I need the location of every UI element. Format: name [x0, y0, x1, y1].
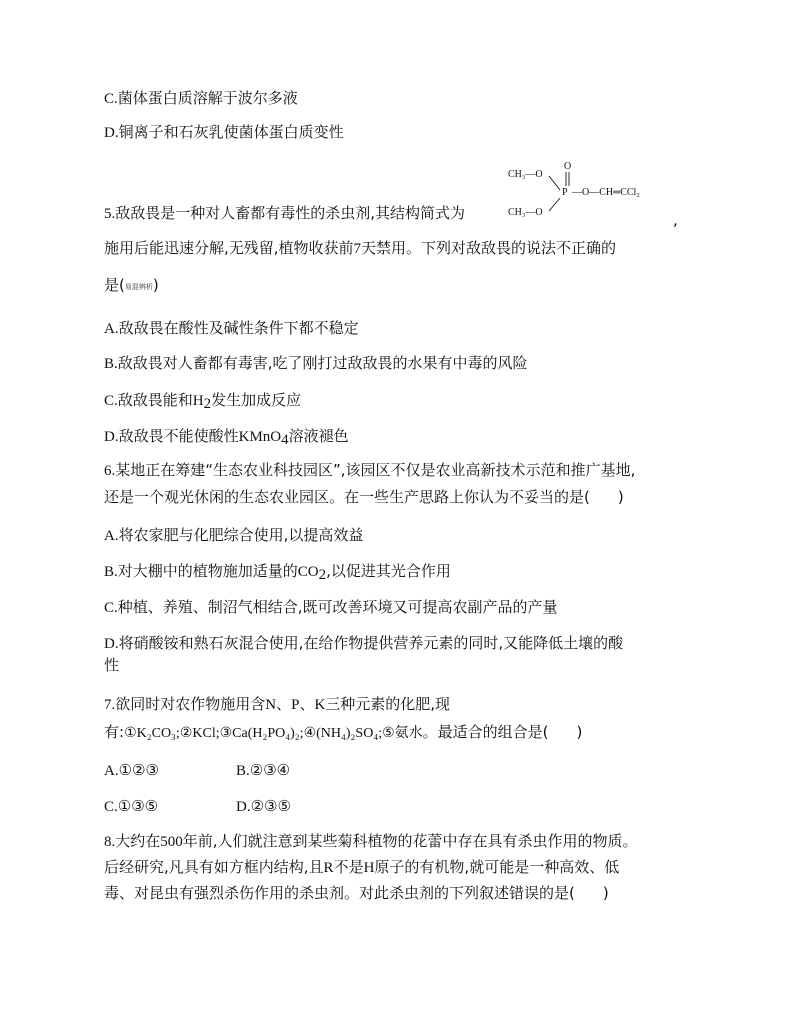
question-6-option-d: D.将硝酸铵和熟石灰混合使用,在给作物提供营养元素的同时,又能降低土壤的酸 [104, 634, 624, 652]
question-8-line3: 毒、对昆虫有强烈杀伤作用的杀虫剂。对此杀虫剂的下列叙述错误的是( ) [104, 884, 609, 902]
question-number: 8. [104, 834, 116, 850]
question-7-line2: 有:①K₂CO₃;②KCl;③Ca(H₂PO₄)₂;④(NH₄)₂SO₄;⑤氨水。最适合的组合是( ) [104, 723, 583, 741]
question-6-line2: 还是一个观光休闲的生态农业园区。在一些生产思路上你认为不妥当的是( ) [104, 488, 624, 506]
question-6-option-a: A.将农家肥与化肥综合使用,以提高效益 [104, 526, 364, 544]
question-number: 5. [104, 206, 116, 222]
question-5-line2: 施用后能迅速分解,无残留,植物收获前7天禁用。下列对敌敌畏的说法不正确的 [104, 239, 617, 257]
question-5-option-a: A.敌敌畏在酸性及碱性条件下都不稳定 [104, 319, 359, 337]
question-5-option-d: D.敌敌畏不能使酸性KMnO$_4$溶液褪色 [104, 427, 349, 448]
dichlorvos-structure [500, 160, 680, 222]
option-d-prev: D.铜离子和石灰乳使菌体蛋白质变性 [104, 123, 344, 141]
structure-p: P [562, 187, 568, 198]
question-7-option-d: D.②③⑤ [236, 797, 291, 815]
option-c-prev: C.菌体蛋白质溶解于波尔多液 [104, 89, 298, 107]
question-5-line1: 5.敌敌畏是一种对人畜都有毒性的杀虫剂,其结构简式为 [104, 204, 466, 222]
option-text: 菌体蛋白质溶解于波尔多液 [117, 89, 298, 107]
structure-ch3-top: CH₃—O [508, 169, 543, 180]
question-number: 7. [104, 697, 116, 713]
question-6-option-c: C.种植、养殖、制沼气相结合,既可改善环境又可提高农副产品的产量 [104, 598, 558, 616]
structure-o-top: O [564, 161, 572, 172]
fertilizer-list: ①K₂CO₃;②KCl;③Ca(H₂PO₄)₂;④(NH₄)₂SO₄;⑤氨水 [124, 726, 423, 741]
question-6-option-d-cont: 性 [104, 656, 120, 674]
question-8-line1: 8.大约在500年前,人们就注意到某些菊科植物的花蕾中存在具有杀虫作用的物质。 [104, 832, 638, 850]
structure-chain: —O—CH═CCl₂ [572, 187, 640, 198]
question-number: 6. [104, 463, 116, 479]
question-6-line1: 6.某地正在筹建“生态农业科技园区”,该园区不仅是农业高新技术示范和推广基地, [104, 461, 636, 479]
structure-ch3-bottom: CH₃—O [508, 207, 543, 218]
question-5-option-b: B.敌敌畏对人畜都有毒害,吃了刚打过敌敌畏的水果有中毒的风险 [104, 354, 528, 372]
question-7-option-c: C.①③⑤ [104, 797, 159, 815]
question-8-line2: 后经研究,凡具有如方框内结构,且R不是H原子的有机物,就可能是一种高效、低 [104, 858, 620, 876]
question-7-option-a: A.①②③ [104, 761, 159, 779]
question-7-option-b: B.②③④ [236, 761, 291, 779]
question-5-line1-end: , [673, 211, 678, 229]
option-text: 铜离子和石灰乳使菌体蛋白质变性 [118, 123, 344, 141]
question-6-option-b: B.对大棚中的植物施加适量的$CO_2$,以促进其光合作用 [104, 562, 451, 583]
question-5-line3: 是(易混辨析) [104, 276, 159, 294]
question-7-line1: 7.欲同时对农作物施用含N、P、K三种元素的化肥,现 [104, 695, 451, 713]
tag-easy-confuse: 易混辨析 [124, 283, 153, 291]
question-5-option-c: C.敌敌畏能和$H_2$发生加成反应 [104, 391, 302, 412]
